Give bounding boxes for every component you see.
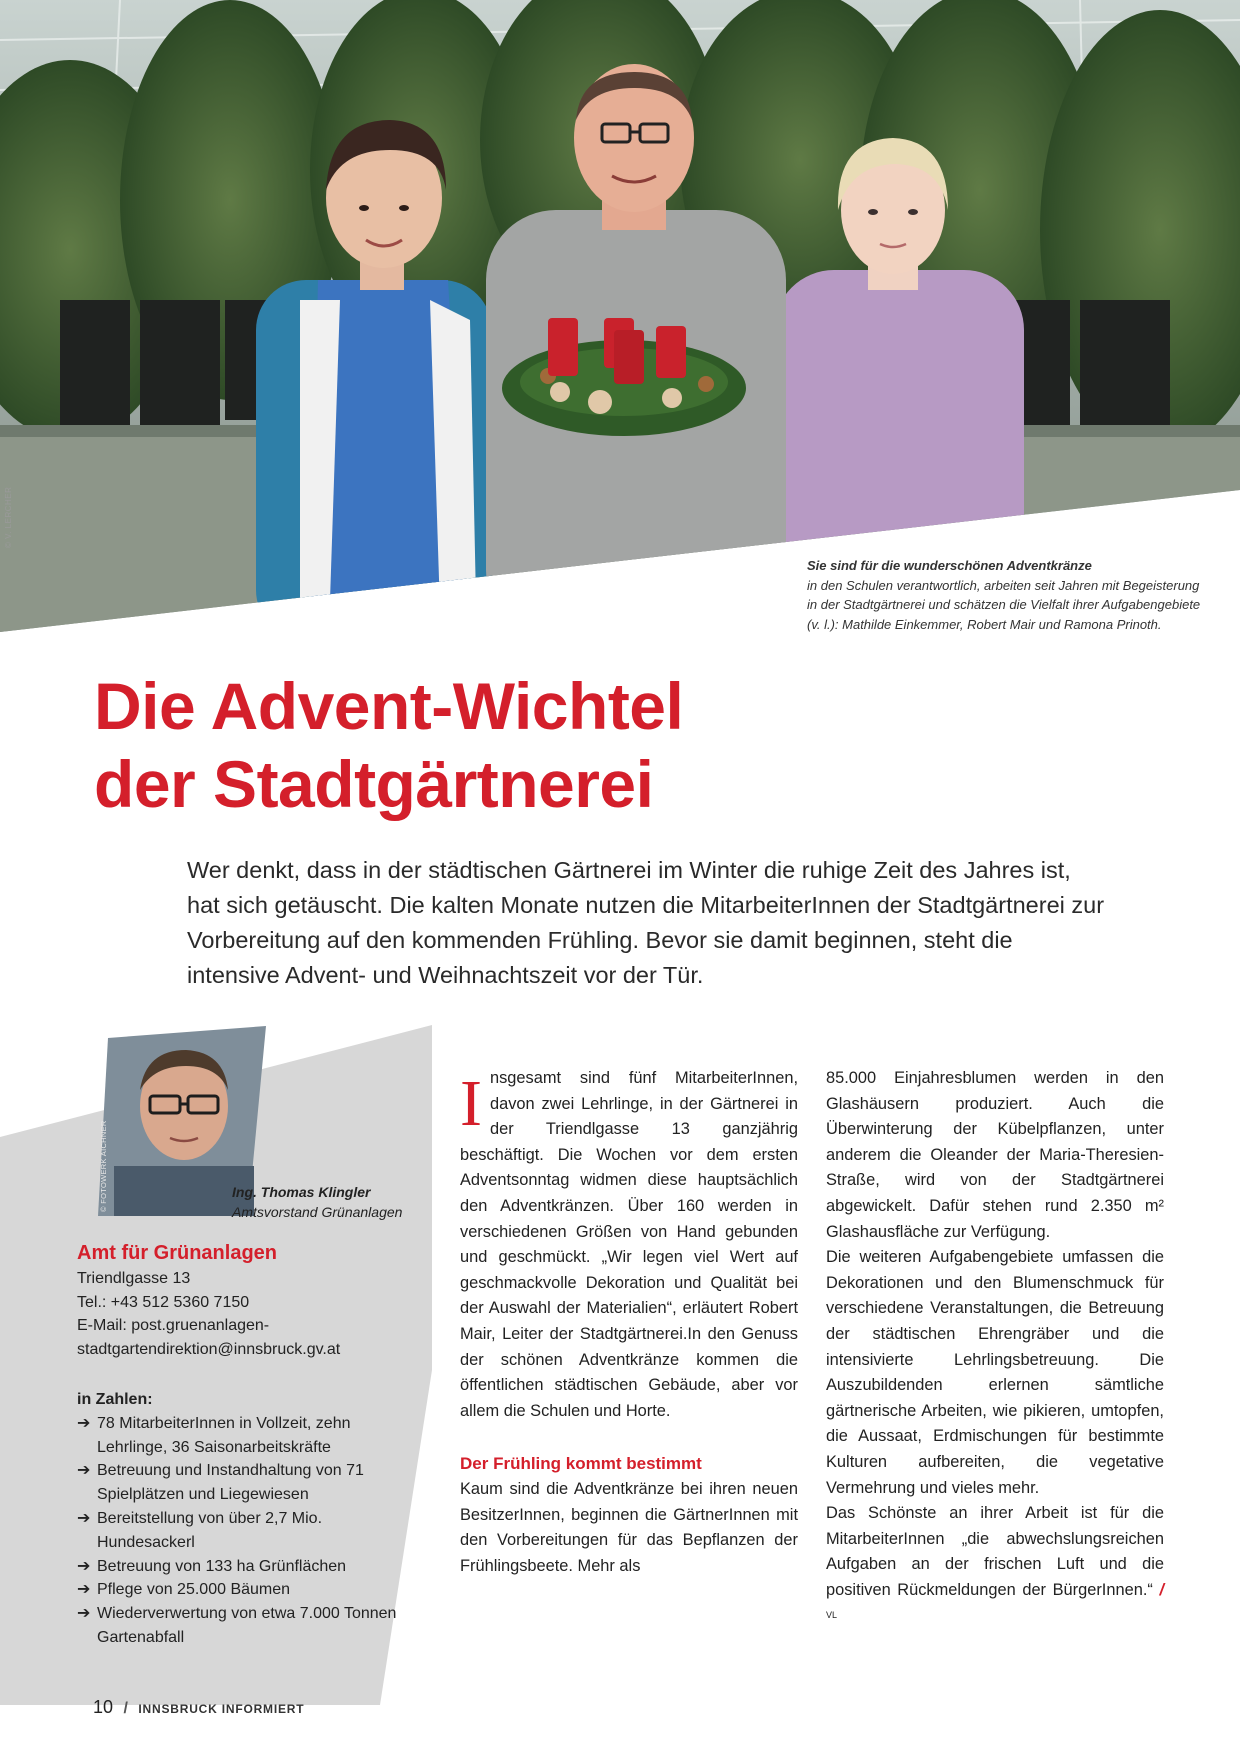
office-address: Triendlgasse 13 bbox=[77, 1270, 191, 1287]
stats-item: ➔ Betreuung und Instandhaltung von 71 Spielplätzen und Liegewiesen bbox=[77, 1459, 422, 1507]
article-subheading: Der Frühling kommt bestimmt bbox=[460, 1454, 702, 1474]
stats-box bbox=[77, 1388, 422, 1650]
headline bbox=[94, 667, 1094, 823]
stats-item: ➔ Bereitstellung von über 2,7 Mio. Hundesackerl bbox=[77, 1507, 422, 1555]
stats-item: ➔ Wiederverwertung von etwa 7.000 Tonnen Gartenabfall bbox=[77, 1602, 422, 1650]
caption-bold: Sie sind für die wunderschönen Adventkränze bbox=[807, 558, 1092, 573]
photo-caption bbox=[807, 556, 1207, 634]
lead-paragraph: Wer denkt, dass in der städtischen Gärtnerei im Winter die ruhige Zeit des Jahres ist, hat sich getäuscht. Die kalten Monate nutzen die MitarbeiterInnen der Stadtgärtnerei zur Vorbereitung auf den kommenden Frühling. Bevor sie damit beginnen, steht die intensive Advent- und Weihnachtszeit vor der Tür. bbox=[187, 857, 1105, 988]
stats-item: ➔ Pflege von 25.000 Bäumen bbox=[77, 1578, 422, 1602]
author-initials: VL bbox=[826, 1610, 838, 1621]
article-paragraph-3: 85.000 Einjahresblumen werden in den Glashäusern produziert. Auch die Überwinterung der Kübelpflanzen, unter anderem die Oleander der Maria-Theresien-Straße, wird von der Stadtgärtnerei abgewickelt. Dafür stehen rund 2.350 m² Glashausfläche zur Verfügung. bbox=[826, 1069, 1164, 1241]
magazine-name: INNSBRUCK INFORMIERT bbox=[138, 1702, 305, 1716]
person-role: Amtsvorstand Grünanlagen bbox=[232, 1204, 403, 1220]
signoff-mark: / bbox=[1159, 1580, 1164, 1599]
caption-text: in den Schulen verantwortlich, arbeiten seit Jahren mit Begeisterung in der Stadtgärtnerei und schätzen die Vielfalt ihrer Aufgabengebiete (v. l.): Mathilde Einkemmer, Robert Mair und Ramona Prinoth. bbox=[807, 577, 1201, 632]
article-paragraph-1: Insgesamt sind fünf MitarbeiterInnen, davon zwei Lehrlinge, in der Gärtnerei in der Triendlgasse 13 ganzjährig beschäftigt. Die Wochen vor dem ersten Adventsonntag widmen diese hauptsächlich den Adventkränzen. Über 160 werden in verschiedenen Größen von Hand gebunden und geschmückt. „Wir legen viel Wert auf geschmackvolle Dekoration und Qualität bei der Auswahl der Materialien“, erläutert Robert Mair, Leiter der Stadtgärtnerei.In den Genuss der schönen Adventkränze kommen die öffentlichen städtischen Gebäude, aber vor allem die Schulen und Horte. bbox=[460, 1067, 798, 1420]
article-column-1 bbox=[460, 1066, 798, 1579]
stats-item: ➔ Betreuung von 133 ha Grünflächen bbox=[77, 1555, 422, 1579]
stats-title: in Zahlen: bbox=[77, 1391, 153, 1408]
arrow-right-icon: ➔ bbox=[77, 1509, 91, 1527]
office-contact bbox=[77, 1240, 417, 1361]
person-name: Ing. Thomas Klingler bbox=[232, 1184, 371, 1200]
arrow-right-icon: ➔ bbox=[77, 1557, 91, 1575]
arrow-right-icon: ➔ bbox=[77, 1414, 91, 1432]
office-email-line-1: E-Mail: post.gruenanlagen- bbox=[77, 1317, 270, 1334]
arrow-right-icon: ➔ bbox=[77, 1462, 91, 1480]
office-email-line-2: stadtgartendirektion@innsbruck.gv.at bbox=[77, 1340, 341, 1358]
footer-slash: / bbox=[123, 1700, 128, 1717]
arrow-right-icon: ➔ bbox=[77, 1605, 91, 1623]
article-column-2 bbox=[826, 1066, 1164, 1634]
stats-list bbox=[77, 1412, 422, 1650]
drop-cap: I bbox=[460, 1067, 482, 1140]
page-number: 10 bbox=[93, 1697, 114, 1717]
headline-line-1: Die Advent-Wichtel bbox=[94, 669, 684, 743]
article-paragraph-2: Kaum sind die Adventkränze bei ihren neuen BesitzerInnen, beginnen die GärtnerInnen mit den Vorbereitungen für das Bepflanzen der Frühlingsbeete. Mehr als bbox=[460, 1479, 798, 1575]
stats-item: ➔ 78 MitarbeiterInnen in Vollzeit, zehn Lehrlinge, 36 Saisonarbeitskräfte bbox=[77, 1412, 422, 1460]
arrow-right-icon: ➔ bbox=[77, 1581, 91, 1599]
photo-credit: © V. LERCHER bbox=[4, 486, 13, 548]
office-phone: Tel.: +43 512 5360 7150 bbox=[77, 1293, 250, 1311]
article-paragraph-4: Die weiteren Aufgabengebiete umfassen die Dekorationen und den Blumenschmuck für verschiedene Veranstaltungen, die Betreuung der städtischen Ehrengräber und die intensivierte Lehrlingsbetreuung. Die Auszubildenden erlernen sämtliche gärtnerische Arbeiten, wie pikieren, umtopfen, die Aussaat, Erdmischungen für bestimmte Kulturen aufbereiten, die vegetative Vermehrung und vieles mehr. bbox=[826, 1248, 1164, 1497]
page-footer bbox=[93, 1697, 304, 1718]
portrait-credit: © FOTOWERK AICHNER bbox=[99, 1120, 108, 1212]
office-title: Amt für Grünanlagen bbox=[77, 1242, 278, 1264]
hero-photo bbox=[0, 0, 1240, 632]
headline-line-2: der Stadtgärtnerei bbox=[94, 747, 654, 821]
person-info bbox=[232, 1182, 402, 1222]
article-paragraph-5: Das Schönste an ihrer Arbeit ist für die MitarbeiterInnen „die abwechslungsreichen Aufgaben an der frischen Luft und die positiven Rückmeldungen der BürgerInnen.“ / $^{VL}$ bbox=[826, 1504, 1164, 1621]
